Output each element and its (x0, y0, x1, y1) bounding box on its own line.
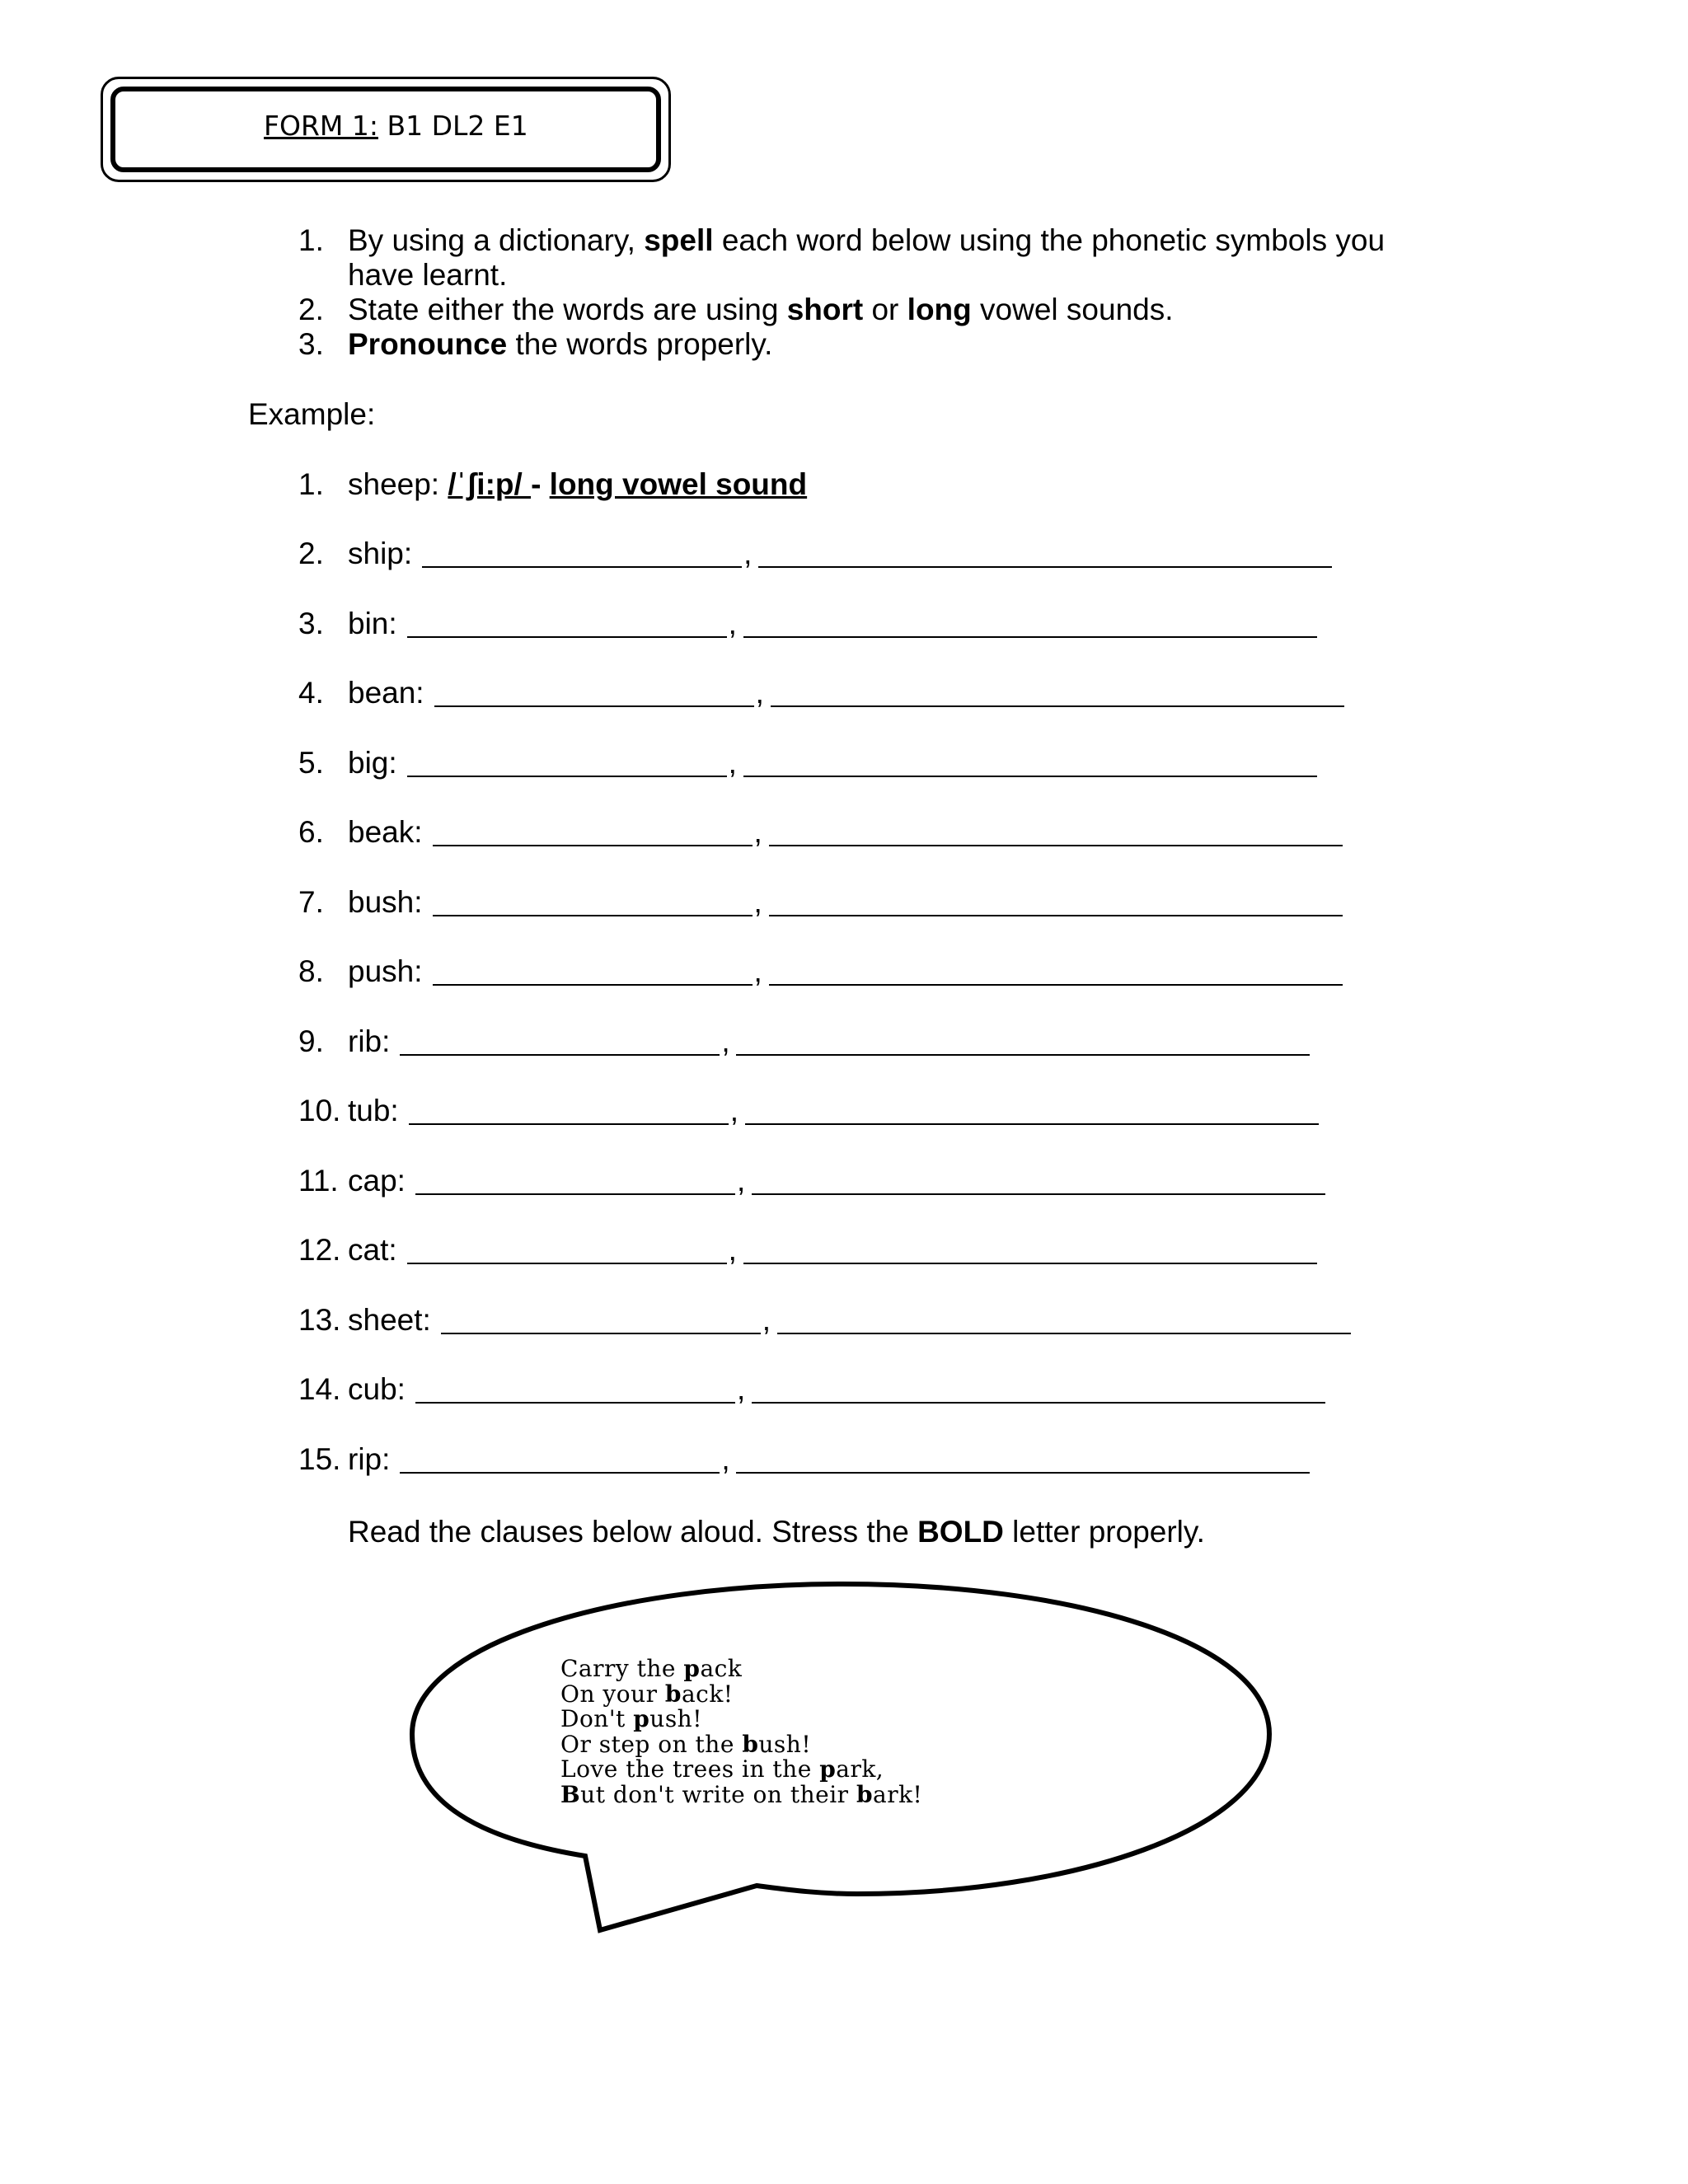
word-label: big: (348, 746, 397, 780)
word-number: 9. (298, 1024, 324, 1058)
separator-comma: , (736, 1164, 746, 1197)
form-code: B1 DL2 E1 (377, 110, 528, 142)
word-number: 11. (298, 1164, 339, 1197)
separator-comma: , (753, 885, 762, 919)
word-number: 7. (298, 885, 324, 919)
word-label: cap: (348, 1164, 406, 1197)
example-number: 1. (298, 467, 324, 501)
instruction-3-number: 3. (298, 327, 324, 361)
instruction-1-continuation: have learnt. (348, 258, 508, 292)
word-number: 12. (298, 1233, 341, 1267)
separator-comma: , (753, 815, 762, 849)
word-number: 4. (298, 676, 324, 710)
word-number: 15. (298, 1442, 341, 1476)
separator-comma: , (721, 1442, 730, 1476)
instruction-3-text: Pronounce the words properly. (348, 327, 773, 361)
separator-comma: , (728, 1233, 737, 1267)
word-number: 5. (298, 746, 324, 780)
word-number: 13. (298, 1303, 341, 1337)
word-label: push: (348, 954, 423, 988)
separator-comma: , (736, 1372, 746, 1406)
word-label: sheet: (348, 1303, 431, 1337)
example-answer: long vowel sound (549, 467, 808, 501)
poem (560, 1657, 922, 1807)
word-label: beak: (348, 815, 423, 849)
word-number: 8. (298, 954, 324, 988)
separator-comma: , (762, 1303, 771, 1337)
read-instruction: Read the clauses below aloud. Stress the BOLD letter properly. (348, 1515, 1205, 1549)
poem-line: Or step on the bush! (560, 1730, 812, 1758)
instruction-1-number: 1. (298, 223, 324, 257)
poem-line: Don't push! (560, 1705, 702, 1732)
poem-line: Love the trees in the park, (560, 1755, 884, 1783)
word-label: cub: (348, 1372, 406, 1406)
word-label: cat: (348, 1233, 397, 1267)
poem-line: On your back! (560, 1680, 734, 1708)
word-number: 2. (298, 537, 324, 570)
word-label: bin: (348, 607, 397, 640)
poem-line: Carry the pack (560, 1655, 743, 1682)
word-number: 10. (298, 1094, 341, 1127)
instruction-2-number: 2. (298, 293, 324, 326)
poem-line: But don't write on their bark! (560, 1780, 923, 1808)
separator-comma: , (753, 954, 762, 988)
word-label: bean: (348, 676, 424, 710)
word-label: rip: (348, 1442, 391, 1476)
word-number: 14. (298, 1372, 341, 1406)
word-number: 3. (298, 607, 324, 640)
form-label: FORM 1: (264, 110, 378, 142)
separator-comma: , (721, 1024, 730, 1058)
separator-comma: , (728, 746, 737, 780)
instruction-2-text: State either the words are using short or long vowel sounds. (348, 293, 1174, 326)
word-label: tub: (348, 1094, 399, 1127)
example-line: sheep: /ˈʃi:p/ - long vowel sound (348, 467, 808, 501)
instruction-1-text: By using a dictionary, spell each word below using the phonetic symbols you (348, 223, 1386, 257)
separator-comma: , (743, 537, 753, 570)
example-label: Example: (248, 397, 376, 431)
word-number: 6. (298, 815, 324, 849)
separator-comma: , (728, 607, 737, 640)
example-phonetic: /ˈʃi:p/ (448, 467, 532, 501)
separator-comma: , (755, 676, 764, 710)
word-label: bush: (348, 885, 423, 919)
word-label: ship: (348, 537, 413, 570)
word-label: rib: (348, 1024, 391, 1058)
separator-comma: , (729, 1094, 738, 1127)
